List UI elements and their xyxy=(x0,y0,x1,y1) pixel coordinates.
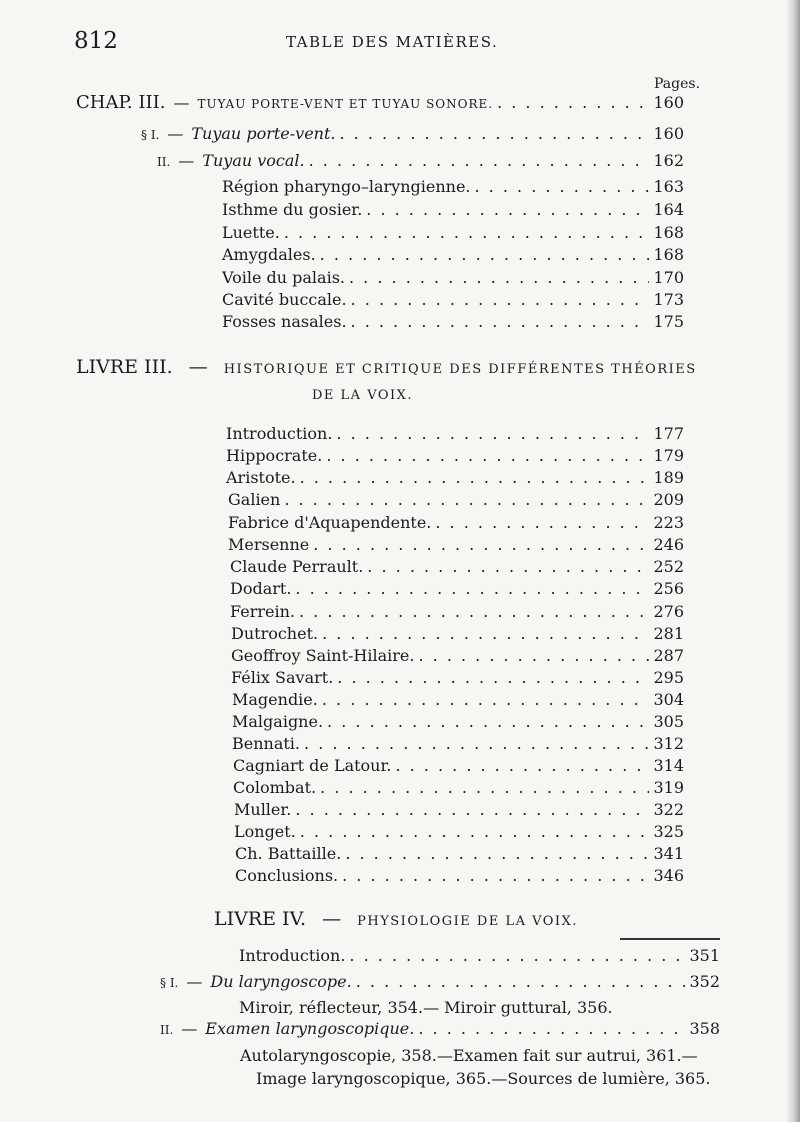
entry-page: 304 xyxy=(653,690,684,709)
entry-title: Hippocrate. xyxy=(226,446,323,465)
entry-page: 287 xyxy=(653,646,684,665)
toc-entry xyxy=(235,866,684,890)
toc-entry xyxy=(230,602,684,626)
chapter-dash: — xyxy=(173,93,190,112)
leader-dots xyxy=(295,800,649,819)
entry-title: Introduction. xyxy=(239,946,346,965)
entry-title: Cavité buccale. xyxy=(222,290,347,309)
section-entry xyxy=(141,124,684,148)
section-number: § I. xyxy=(141,128,160,142)
toc-entry xyxy=(228,490,684,514)
livre-prefix: LIVRE III. xyxy=(76,356,173,378)
entry-page: 168 xyxy=(653,245,684,264)
toc-entry xyxy=(235,844,684,868)
entry-page: 177 xyxy=(653,424,684,443)
entry-page: 319 xyxy=(653,778,684,797)
leader-dots xyxy=(304,734,649,753)
leader-dots xyxy=(339,124,649,143)
entry-page: 189 xyxy=(653,468,684,487)
entry-page: 276 xyxy=(653,602,684,621)
entry-page: 325 xyxy=(653,822,684,841)
entry-title: Voile du palais. xyxy=(222,268,345,287)
entry-page: 314 xyxy=(653,756,684,775)
toc-entry xyxy=(231,624,684,648)
section-dash: — xyxy=(186,972,203,991)
leader-dots xyxy=(349,946,685,965)
entry-page: 322 xyxy=(653,800,684,819)
entry-page: 256 xyxy=(653,579,684,598)
section-dash: — xyxy=(167,124,184,143)
toc-entry xyxy=(231,646,684,670)
toc-entry xyxy=(230,557,684,581)
toc-entry xyxy=(233,756,684,780)
chapter-entry xyxy=(76,92,684,116)
page-number: 812 xyxy=(74,28,118,54)
entry-page: 312 xyxy=(653,734,684,753)
entry-title: Magendie. xyxy=(232,690,318,709)
entry-title: Ferrein. xyxy=(230,602,295,621)
leader-dots xyxy=(418,1019,685,1038)
leader-dots xyxy=(313,535,649,554)
entry-page: 175 xyxy=(653,312,684,331)
leader-dots xyxy=(435,513,649,532)
chapter-page: 160 xyxy=(653,93,684,112)
chapter-title: TUYAU PORTE-VENT ET TUYAU SONORE. xyxy=(197,97,494,111)
section-entry xyxy=(160,1019,720,1043)
leader-dots xyxy=(418,646,649,665)
livre-title: PHYSIOLOGIE DE LA VOIX. xyxy=(357,914,578,929)
toc-entry xyxy=(226,468,684,492)
entry-title: Muller. xyxy=(234,800,292,819)
section-page: 352 xyxy=(689,972,720,991)
leader-dots xyxy=(284,490,649,509)
livre-heading xyxy=(76,356,697,378)
entry-page: 173 xyxy=(653,290,684,309)
toc-entry xyxy=(228,535,684,559)
leader-dots xyxy=(322,624,649,643)
leader-dots xyxy=(295,579,649,598)
toc-entry xyxy=(222,245,684,269)
section-dash: — xyxy=(178,151,195,170)
toc-entry xyxy=(232,734,684,758)
leader-dots xyxy=(356,972,686,991)
entry-page: 351 xyxy=(689,946,720,965)
toc-entry xyxy=(226,424,684,448)
entry-title: Amygdales. xyxy=(222,245,316,264)
entry-title: Colombat. xyxy=(233,778,317,797)
toc-entry xyxy=(239,946,720,970)
section-number: § I. xyxy=(160,976,179,990)
leader-dots xyxy=(322,690,650,709)
toc-entry xyxy=(231,668,684,692)
section-title: Tuyau porte-vent. xyxy=(191,124,336,143)
toc-entry xyxy=(222,268,684,292)
toc-entry xyxy=(230,579,684,603)
leader-dots xyxy=(349,268,649,287)
entry-page: 168 xyxy=(653,223,684,242)
leader-dots xyxy=(320,778,649,797)
entry-title: Malgaigne. xyxy=(232,712,324,731)
leader-dots xyxy=(345,844,649,863)
entry-page: 179 xyxy=(653,446,684,465)
page-edge-shadow xyxy=(786,0,800,1122)
entry-title: Fosses nasales. xyxy=(222,312,347,331)
entry-page: 281 xyxy=(653,624,684,643)
section-detail: Autolaryngoscopie, 358.—Examen fait sur autrui, 361.— xyxy=(240,1046,698,1065)
entry-title: Mersenne xyxy=(228,535,310,554)
livre-title-line1: HISTORIQUE ET CRITIQUE DES DIFFÉRENTES THÉORIES xyxy=(223,362,697,377)
section-title: Examen laryngoscopique. xyxy=(205,1019,415,1038)
entry-page: 295 xyxy=(653,668,684,687)
entry-title: Introduction. xyxy=(226,424,333,443)
leader-dots xyxy=(300,468,650,487)
section-detail: Miroir, réflecteur, 354.— Miroir guttural, 356. xyxy=(239,998,613,1017)
leader-dots xyxy=(326,446,649,465)
toc-entry xyxy=(234,800,684,824)
leader-dots xyxy=(351,290,650,309)
entry-title: Isthme du gosier. xyxy=(222,200,363,219)
toc-entry xyxy=(232,690,684,714)
section-detail: Image laryngoscopique, 365.—Sources de lumière, 365. xyxy=(256,1069,711,1088)
leader-dots xyxy=(337,668,649,687)
livre-heading xyxy=(214,908,578,930)
leader-dots xyxy=(366,200,649,219)
entry-title: Galien xyxy=(228,490,281,509)
leader-dots xyxy=(300,822,650,841)
entry-title: Luette. xyxy=(222,223,280,242)
entry-title: Aristote. xyxy=(226,468,296,487)
toc-entry xyxy=(233,778,684,802)
entry-page: 209 xyxy=(653,490,684,509)
chapter-prefix: CHAP. III. xyxy=(76,92,166,113)
entry-page: 341 xyxy=(653,844,684,863)
toc-entry xyxy=(222,223,684,247)
pages-column-label: Pages. xyxy=(654,76,701,92)
toc-entry xyxy=(222,200,684,224)
leader-dots xyxy=(342,866,649,885)
section-entry xyxy=(157,151,684,175)
toc-entry xyxy=(228,513,684,537)
entry-title: Région pharyngo–laryngienne. xyxy=(222,177,471,196)
entry-page: 163 xyxy=(653,177,684,196)
leader-dots xyxy=(309,151,650,170)
toc-entry xyxy=(222,177,684,201)
entry-title: Geoffroy Saint-Hilaire. xyxy=(231,646,415,665)
section-page: 160 xyxy=(653,124,684,143)
livre-title-line2: DE LA VOIX. xyxy=(312,388,414,403)
entry-title: Félix Savart. xyxy=(231,668,334,687)
entry-title: Longet. xyxy=(234,822,296,841)
entry-title: Ch. Battaille. xyxy=(235,844,342,863)
toc-entry xyxy=(226,446,684,470)
leader-dots xyxy=(336,424,649,443)
section-entry xyxy=(160,972,720,996)
section-title: Tuyau vocal. xyxy=(202,151,305,170)
entry-title: Bennati. xyxy=(232,734,301,753)
entry-page: 223 xyxy=(653,513,684,532)
leader-dots xyxy=(475,177,650,196)
leader-dots xyxy=(367,557,649,576)
leader-dots xyxy=(497,93,649,112)
leader-dots xyxy=(320,245,650,264)
entry-title: Conclusions. xyxy=(235,866,339,885)
entry-page: 170 xyxy=(653,268,684,287)
section-page: 358 xyxy=(689,1019,720,1038)
leader-dots xyxy=(284,223,650,242)
running-head: TABLE DES MATIÈRES. xyxy=(286,33,499,51)
entry-page: 305 xyxy=(653,712,684,731)
entry-page: 246 xyxy=(653,535,684,554)
entry-page: 346 xyxy=(653,866,684,885)
entry-title: Dutrochet. xyxy=(231,624,319,643)
entry-title: Cagniart de Latour. xyxy=(233,756,392,775)
section-title: Du laryngoscope. xyxy=(210,972,352,991)
entry-page: 252 xyxy=(653,557,684,576)
section-page: 162 xyxy=(653,151,684,170)
section-dash: — xyxy=(181,1019,198,1038)
section-number: II. xyxy=(160,1023,174,1037)
toc-entry xyxy=(222,312,684,336)
leader-dots xyxy=(299,602,649,621)
livre-dash: — xyxy=(188,356,208,378)
leader-dots xyxy=(351,312,650,331)
entry-title: Fabrice d'Aquapendente. xyxy=(228,513,432,532)
entry-page: 164 xyxy=(653,200,684,219)
toc-entry xyxy=(234,822,684,846)
leader-dots xyxy=(395,756,649,775)
livre-dash: — xyxy=(322,908,342,930)
toc-entry xyxy=(222,290,684,314)
horizontal-rule xyxy=(620,938,720,940)
entry-title: Dodart. xyxy=(230,579,292,598)
leader-dots xyxy=(327,712,649,731)
livre-prefix: LIVRE IV. xyxy=(214,908,307,930)
toc-entry xyxy=(232,712,684,736)
section-number: II. xyxy=(157,155,171,169)
entry-title: Claude Perrault. xyxy=(230,557,364,576)
